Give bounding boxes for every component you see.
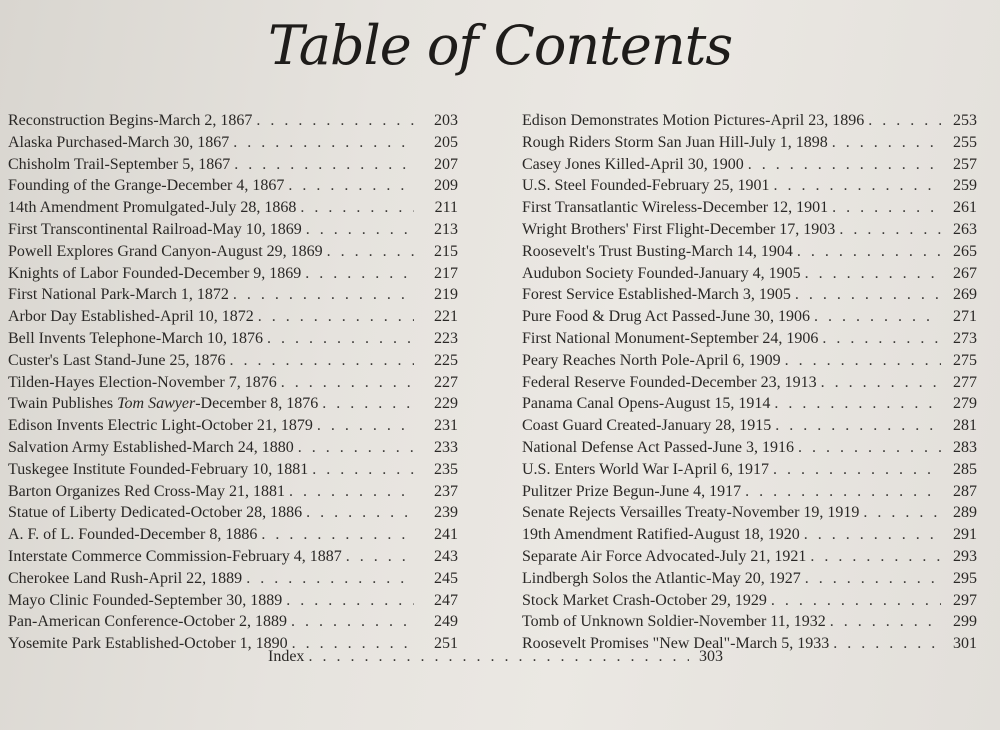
- entry-page: 291: [953, 526, 977, 544]
- entry-page: 209: [434, 177, 458, 195]
- entry-title: 14th Amendment Promulgated-July 28, 1868: [8, 199, 297, 217]
- entry-page: 237: [434, 482, 458, 500]
- leader-dots: [233, 286, 414, 304]
- entry-title: Statue of Liberty Dedicated-October 28, 1886: [8, 504, 303, 522]
- toc-entry[interactable]: [8, 308, 458, 330]
- entry-title: Barton Organizes Red Cross-May 21, 1881: [8, 482, 285, 500]
- leader-dots: [785, 352, 941, 370]
- entry-page: 227: [434, 373, 458, 391]
- entry-title-pre: Twain Publishes: [8, 395, 118, 413]
- toc-entry[interactable]: [522, 265, 977, 287]
- leader-dots: [256, 112, 414, 130]
- toc-entry[interactable]: [522, 221, 977, 243]
- leader-dots: [300, 199, 414, 217]
- entry-title: Edison Demonstrates Motion Pictures-April 23, 1896: [522, 112, 865, 129]
- entry-page: 203: [434, 112, 458, 129]
- leader-dots: [234, 156, 414, 174]
- entry-title: Roosevelt's Trust Busting-March 14, 1904: [522, 242, 793, 260]
- entry-page: 265: [953, 242, 977, 260]
- entry-page: 219: [434, 286, 458, 304]
- toc-entry[interactable]: [8, 483, 458, 505]
- entry-title: Powell Explores Grand Canyon-August 29, 1869: [8, 242, 323, 260]
- leader-dots: [748, 156, 941, 174]
- leader-dots: [774, 395, 941, 413]
- toc-entry[interactable]: [522, 374, 977, 396]
- leader-dots: [298, 439, 414, 457]
- toc-entry[interactable]: [522, 439, 977, 461]
- toc-entry[interactable]: [8, 439, 458, 461]
- toc-entry[interactable]: [8, 592, 458, 614]
- entry-title: Pure Food & Drug Act Passed-June 30, 1906: [522, 308, 810, 326]
- entry-title: Audubon Society Founded-January 4, 1905: [522, 264, 801, 282]
- entry-page: 245: [434, 569, 458, 587]
- entry-page: 275: [953, 351, 977, 369]
- entry-title: Cherokee Land Rush-April 22, 1889: [8, 569, 243, 587]
- entry-title: Mayo Clinic Founded-September 30, 1889: [8, 591, 283, 609]
- toc-entry[interactable]: [522, 504, 977, 526]
- entry-title: Edison Invents Electric Light-October 21, 1879: [8, 417, 313, 435]
- entry-page: 299: [953, 613, 977, 631]
- leader-dots: [281, 374, 414, 392]
- toc-entry[interactable]: [522, 286, 977, 308]
- entry-title: Senate Rejects Versailles Treaty-November 19, 1919: [522, 504, 860, 522]
- entry-title: Founding of the Grange-December 4, 1867: [8, 177, 285, 195]
- entry-title: Interstate Commerce Commission-February 4, 1887: [8, 547, 342, 565]
- entry-page: 253: [953, 112, 977, 129]
- entry-title: Salvation Army Established-March 24, 1880: [8, 438, 294, 456]
- entry-title: 19th Amendment Ratified-August 18, 1920: [522, 526, 800, 544]
- toc-entry[interactable]: [8, 548, 458, 570]
- entry-title: Stock Market Crash-October 29, 1929: [522, 591, 767, 609]
- leader-dots: [868, 112, 941, 130]
- entry-page: 255: [953, 133, 977, 151]
- entry-title: Arbor Day Established-April 10, 1872: [8, 308, 254, 326]
- toc-entry[interactable]: [8, 221, 458, 243]
- entry-title: Casey Jones Killed-April 30, 1900: [522, 155, 744, 173]
- toc-entry[interactable]: [8, 374, 458, 396]
- toc-entry[interactable]: [8, 177, 458, 199]
- toc-entry[interactable]: [522, 570, 977, 592]
- entry-title: Lindbergh Solos the Atlantic-May 20, 1927: [522, 569, 801, 587]
- toc-entry[interactable]: [522, 352, 977, 374]
- entry-page: 283: [953, 438, 977, 456]
- toc-entry[interactable]: [522, 483, 977, 505]
- entry-page: 205: [434, 133, 458, 151]
- entry-title: [8, 395, 318, 413]
- entry-page: 229: [434, 395, 458, 413]
- leader-dots: [797, 243, 941, 261]
- entry-page: 233: [434, 438, 458, 456]
- entry-title: Tuskegee Institute Founded-February 10, 1881: [8, 460, 309, 478]
- entry-page: 261: [953, 199, 977, 217]
- entry-page: 259: [953, 177, 977, 195]
- toc-entry[interactable]: [8, 395, 458, 417]
- entry-page: 251: [434, 635, 458, 653]
- entry-title: Reconstruction Begins-March 2, 1867: [8, 112, 253, 129]
- entry-title: Roosevelt Promises "New Deal"-March 5, 1933: [522, 635, 830, 653]
- entry-page: 225: [434, 351, 458, 369]
- entry-title: Forest Service Established-March 3, 1905: [522, 286, 791, 304]
- toc-entry[interactable]: [8, 613, 458, 635]
- toc-entry[interactable]: [8, 286, 458, 308]
- toc-entry-index[interactable]: [268, 648, 723, 670]
- leader-dots: [805, 570, 941, 588]
- toc-entry[interactable]: [8, 156, 458, 178]
- entry-page: 243: [434, 547, 458, 565]
- toc-entry[interactable]: [522, 461, 977, 483]
- entry-page: 247: [434, 591, 458, 609]
- entry-title: Custer's Last Stand-June 25, 1876: [8, 351, 226, 369]
- entry-page: 223: [434, 329, 458, 347]
- entry-title: Separate Air Force Advocated-July 21, 1921: [522, 547, 807, 565]
- toc-entry[interactable]: [522, 613, 977, 635]
- leader-dots: [258, 308, 414, 326]
- toc-entry[interactable]: [522, 308, 977, 330]
- entry-title: U.S. Enters World War I-April 6, 1917: [522, 460, 770, 478]
- leader-dots: [346, 548, 414, 566]
- toc-entry[interactable]: [522, 395, 977, 417]
- leader-dots: [308, 648, 689, 666]
- entry-title: Peary Reaches North Pole-April 6, 1909: [522, 351, 781, 369]
- toc-entry[interactable]: [522, 592, 977, 614]
- leader-dots: [830, 613, 941, 631]
- leader-dots: [233, 134, 414, 152]
- leader-dots: [771, 592, 941, 610]
- leader-dots: [775, 417, 941, 435]
- toc-entry[interactable]: [8, 243, 458, 265]
- leader-dots: [745, 483, 941, 501]
- entry-title: Bell Invents Telephone-March 10, 1876: [8, 329, 263, 347]
- entry-page: 257: [953, 155, 977, 173]
- entry-page: 211: [434, 199, 458, 217]
- entry-title: First Transcontinental Railroad-May 10, 1869: [8, 220, 302, 238]
- entry-page: 213: [434, 220, 458, 238]
- entry-page: 231: [434, 417, 458, 435]
- toc-entry[interactable]: [522, 112, 977, 134]
- toc-entry[interactable]: [8, 352, 458, 374]
- entry-page: 301: [953, 635, 977, 653]
- leader-dots: [804, 526, 941, 544]
- leader-dots: [306, 221, 414, 239]
- leader-dots: [286, 592, 414, 610]
- leader-dots: [312, 461, 414, 479]
- toc-entry[interactable]: [8, 461, 458, 483]
- entry-title: Panama Canal Opens-August 15, 1914: [522, 395, 771, 413]
- leader-dots: [810, 548, 941, 566]
- leader-dots: [832, 199, 941, 217]
- leader-dots: [246, 570, 414, 588]
- entry-page: 295: [953, 569, 977, 587]
- toc-entry[interactable]: [8, 330, 458, 352]
- toc-entry[interactable]: [8, 134, 458, 156]
- leader-dots: [305, 265, 414, 283]
- entry-page: 221: [434, 308, 458, 326]
- leader-dots: [832, 134, 941, 152]
- toc-entry[interactable]: [522, 417, 977, 439]
- leader-dots: [814, 308, 941, 326]
- entry-title: Pan-American Conference-October 2, 1889: [8, 613, 287, 631]
- leader-dots: [322, 395, 414, 413]
- entry-page: 207: [434, 155, 458, 173]
- toc-entry[interactable]: [8, 199, 458, 221]
- entry-title: First National Monument-September 24, 1906: [522, 329, 819, 347]
- entry-page: 263: [953, 220, 977, 238]
- toc-entry[interactable]: [8, 417, 458, 439]
- entry-page: 281: [953, 417, 977, 435]
- entry-title: Tomb of Unknown Soldier-November 11, 1932: [522, 613, 826, 631]
- index-page: 303: [699, 648, 723, 665]
- toc-entry[interactable]: [522, 134, 977, 156]
- entry-page: 239: [434, 504, 458, 522]
- leader-dots: [289, 483, 414, 501]
- entry-title: First National Park-March 1, 1872: [8, 286, 229, 304]
- toc-entry[interactable]: [8, 504, 458, 526]
- leader-dots: [805, 265, 941, 283]
- leader-dots: [839, 221, 941, 239]
- index-title: Index: [268, 648, 305, 665]
- leader-dots: [267, 330, 414, 348]
- toc-entry[interactable]: [8, 570, 458, 592]
- entry-title: National Defense Act Passed-June 3, 1916: [522, 438, 794, 456]
- leader-dots: [773, 461, 941, 479]
- toc-entry[interactable]: [522, 177, 977, 199]
- toc-entry[interactable]: [8, 265, 458, 287]
- toc-right-column: [522, 112, 977, 657]
- entry-page: 269: [953, 286, 977, 304]
- entry-title-post: -December 8, 1876: [195, 395, 319, 413]
- entry-page: 285: [953, 460, 977, 478]
- entry-page: 293: [953, 547, 977, 565]
- toc-entry[interactable]: [522, 548, 977, 570]
- entry-title: Alaska Purchased-March 30, 1867: [8, 133, 230, 151]
- leader-dots: [821, 374, 941, 392]
- entry-title: First Transatlantic Wireless-December 12, 1901: [522, 199, 829, 217]
- leader-dots: [795, 286, 941, 304]
- toc-entry[interactable]: [8, 526, 458, 548]
- leader-dots: [774, 177, 941, 195]
- toc-entry[interactable]: [8, 112, 458, 134]
- leader-dots: [863, 504, 941, 522]
- entry-page: 277: [953, 373, 977, 391]
- entry-page: 217: [434, 264, 458, 282]
- entry-page: 273: [953, 329, 977, 347]
- entry-title: Chisholm Trail-September 5, 1867: [8, 155, 231, 173]
- toc-entry[interactable]: [522, 526, 977, 548]
- page-title: Table of Contents: [267, 14, 733, 77]
- toc-entry[interactable]: [522, 156, 977, 178]
- entry-page: 297: [953, 591, 977, 609]
- entry-title: U.S. Steel Founded-February 25, 1901: [522, 177, 770, 195]
- leader-dots: [822, 330, 941, 348]
- entry-title: Wright Brothers' First Flight-December 17, 1903: [522, 220, 836, 238]
- leader-dots: [291, 613, 414, 631]
- entry-title: A. F. of L. Founded-December 8, 1886: [8, 526, 258, 544]
- toc-entry[interactable]: [522, 199, 977, 221]
- entry-page: 241: [434, 526, 458, 544]
- toc-left-column: [8, 112, 458, 657]
- leader-dots: [230, 352, 414, 370]
- leader-dots: [288, 177, 414, 195]
- entry-title: Rough Riders Storm San Juan Hill-July 1, 1898: [522, 133, 828, 151]
- toc-entry[interactable]: [522, 330, 977, 352]
- entry-page: 271: [953, 308, 977, 326]
- entry-title: Coast Guard Created-January 28, 1915: [522, 417, 772, 435]
- toc-entry[interactable]: [522, 243, 977, 265]
- entry-title: Tilden-Hayes Election-November 7, 1876: [8, 373, 277, 391]
- leader-dots: [306, 504, 414, 522]
- book-title: Tom Sawyer: [117, 395, 196, 413]
- entry-page: 289: [953, 504, 977, 522]
- leader-dots: [327, 243, 414, 261]
- entry-page: 215: [434, 242, 458, 260]
- entry-page: 235: [434, 460, 458, 478]
- entry-page: 279: [953, 395, 977, 413]
- entry-title: Federal Reserve Founded-December 23, 1913: [522, 373, 817, 391]
- entry-title: Yosemite Park Established-October 1, 1890: [8, 635, 288, 653]
- leader-dots: [833, 635, 941, 653]
- entry-page: 267: [953, 264, 977, 282]
- entry-page: 249: [434, 613, 458, 631]
- leader-dots: [261, 526, 414, 544]
- entry-page: 287: [953, 482, 977, 500]
- leader-dots: [798, 439, 941, 457]
- entry-title: Knights of Labor Founded-December 9, 1869: [8, 264, 302, 282]
- entry-title: Pulitzer Prize Begun-June 4, 1917: [522, 482, 742, 500]
- leader-dots: [317, 417, 414, 435]
